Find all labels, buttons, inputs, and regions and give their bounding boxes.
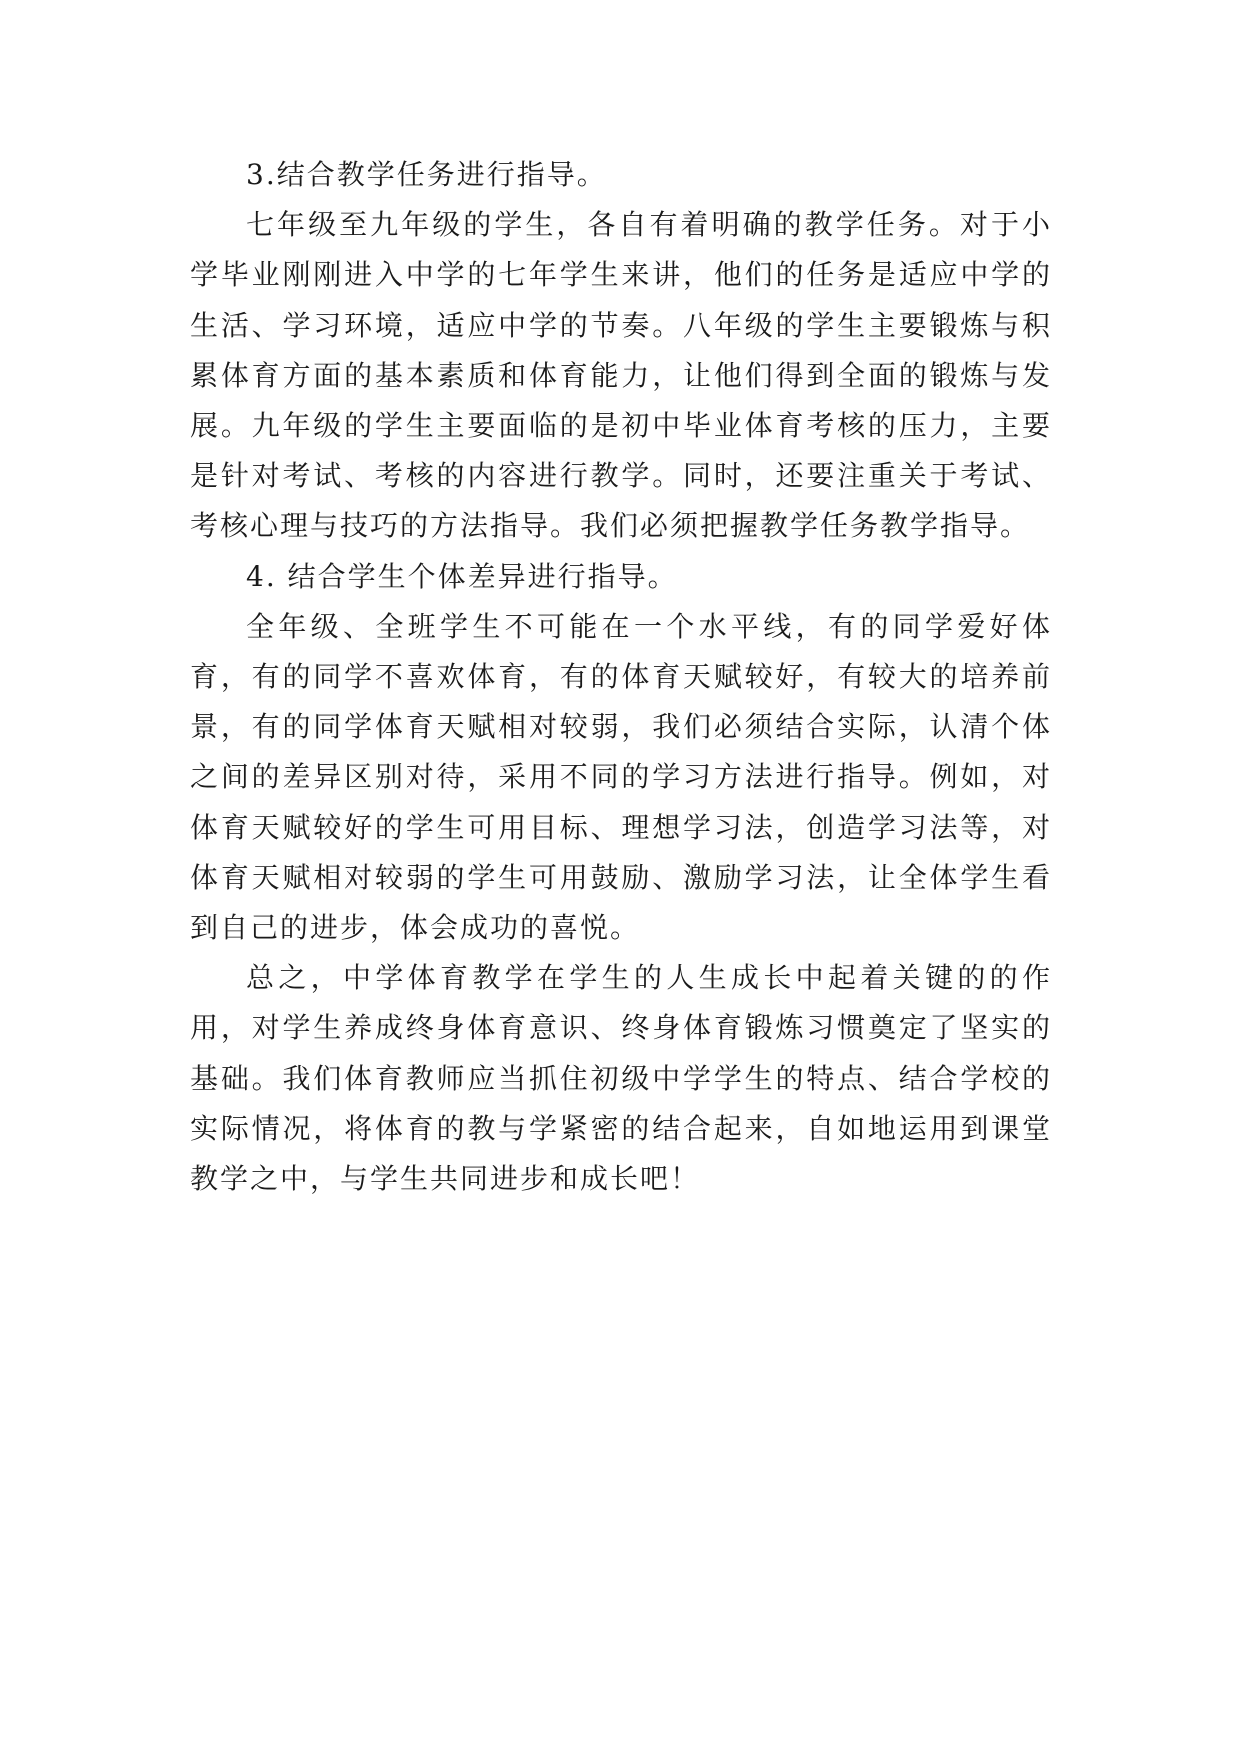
paragraph-teaching-tasks: 七年级至九年级的学生，各自有着明确的教学任务。对于小学毕业刚刚进入中学的七年学生来讲，他们的任务是适应中学的生活、学习环境，适应中学的节奏。八年级的学生主要锻炼与积累体育方面的基本素质和体育能力，让他们得到全面的锻炼与发展。九年级的学生主要面临的是初中毕业体育考核的压力，主要是针对考试、考核的内容进行教学。同时，还要注重关于考试、考核心理与技巧的方法指导。我们必须把握教学任务教学指导。 bbox=[190, 208, 1052, 543]
paragraph-individual-differences: 全年级、全班学生不可能在一个水平线，有的同学爱好体育，有的同学不喜欢体育，有的体育天赋较好，有较大的培养前景，有的同学体育天赋相对较弱，我们必须结合实际，认清个体之间的差异区别对待，采用不同的学习方法进行指导。例如，对体育天赋较好的学生可用目标、理想学习法，创造学习法等，对体育天赋相对较弱的学生可用鼓励、激励学习法，让全体学生看到自己的进步，体会成功的喜悦。 bbox=[190, 609, 1052, 945]
heading-teaching-tasks: 3.结合教学任务进行指导。 bbox=[246, 158, 607, 191]
heading-individual-differences: 4. 结合学生个体差异进行指导。 bbox=[246, 559, 678, 593]
paragraph-conclusion: 总之，中学体育教学在学生的人生成长中起着关键的的作用，对学生养成终身体育意识、终身体育锻炼习惯奠定了坚实的基础。我们体育教师应当抓住初级中学学生的特点、结合学校的实际情况，将体育的教与学紧密的结合起来，自如地运用到课堂教学之中，与学生共同进步和成长吧！ bbox=[190, 961, 1052, 1196]
document-body bbox=[190, 150, 1052, 1204]
